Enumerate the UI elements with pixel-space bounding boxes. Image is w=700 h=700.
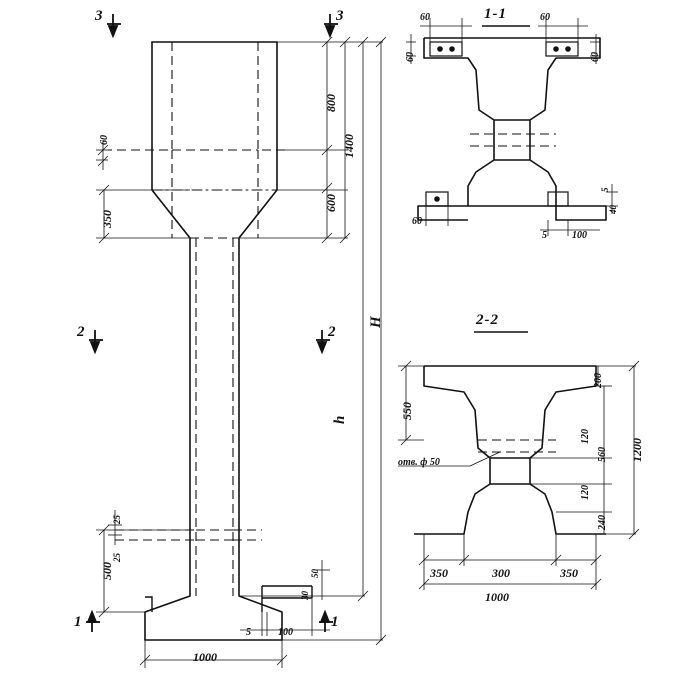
dim-60-s11-bottom: 60 <box>412 216 422 227</box>
dim-60-s11-left: 60 <box>405 52 416 62</box>
elevation-base-details <box>145 586 312 612</box>
dim-240-s22: 240 <box>597 515 608 530</box>
elevation-hidden-lines <box>108 42 285 596</box>
dim-800: 800 <box>324 94 338 112</box>
dim-1000-elevation: 1000 <box>193 650 217 664</box>
dim-25-a: 25 <box>112 515 122 524</box>
section-1-1-outline <box>418 38 606 220</box>
dim-560-s22: 560 <box>597 447 608 462</box>
section-mark-2-left: 2 <box>77 324 85 340</box>
dim-300-s22: 300 <box>492 566 510 580</box>
dim-60-s11-top-right: 60 <box>540 12 550 23</box>
section-2-2-dims <box>398 361 639 590</box>
dim-1000-s22: 1000 <box>485 590 509 604</box>
section-1-1-hidden <box>470 134 556 146</box>
dim-600: 600 <box>324 194 338 212</box>
dim-25-b: 25 <box>112 553 122 562</box>
dim-5-bottom: 5 <box>246 627 251 638</box>
section-mark-3-right: 3 <box>336 8 344 24</box>
dim-50-bottom: 50 <box>310 569 320 578</box>
dim-1200-s22: 1200 <box>630 438 644 462</box>
dim-30-bottom: 30 <box>300 591 310 600</box>
title-underlines <box>474 26 530 332</box>
dim-100-bottom: 100 <box>278 627 293 638</box>
note-hole-s22: отв. ф 50 <box>398 457 440 468</box>
dim-350-s22-right: 350 <box>560 566 578 580</box>
dim-120-s22-b: 120 <box>580 485 591 500</box>
section-arrows <box>86 14 338 632</box>
dim-h: h <box>332 415 348 424</box>
section-mark-1-left: 1 <box>74 614 82 630</box>
section-2-2-hidden <box>478 440 556 452</box>
dim-100-s11: 100 <box>572 230 587 241</box>
elevation-dimension-lines <box>96 37 386 668</box>
dim-350-s22-left: 350 <box>430 566 448 580</box>
view-title-2-2: 2-2 <box>476 312 499 328</box>
section-mark-1-right: 1 <box>331 614 339 630</box>
dim-60-left: 60 <box>99 135 110 145</box>
dim-40-s11: 40 <box>608 205 618 214</box>
section-2-2-outline <box>414 366 606 534</box>
dim-5-s11: 5 <box>542 230 547 241</box>
dim-1400: 1400 <box>342 134 356 158</box>
dim-550-s22: 550 <box>400 402 414 420</box>
dim-5b-s11: 5 <box>600 187 610 192</box>
dim-60-s11-right: 60 <box>590 52 601 62</box>
section-mark-3-left: 3 <box>95 8 103 24</box>
dim-120-s22-a: 120 <box>580 429 591 444</box>
dim-350: 350 <box>100 210 114 228</box>
section-mark-2-right: 2 <box>328 324 336 340</box>
elevation-outline <box>145 42 282 640</box>
dim-500: 500 <box>100 562 114 580</box>
dim-60-s11-top-left: 60 <box>420 12 430 23</box>
dim-200-s22: 200 <box>593 373 604 388</box>
dim-H: H <box>368 316 384 328</box>
view-title-1-1: 1-1 <box>484 6 507 22</box>
section-1-1-plates <box>426 42 578 206</box>
